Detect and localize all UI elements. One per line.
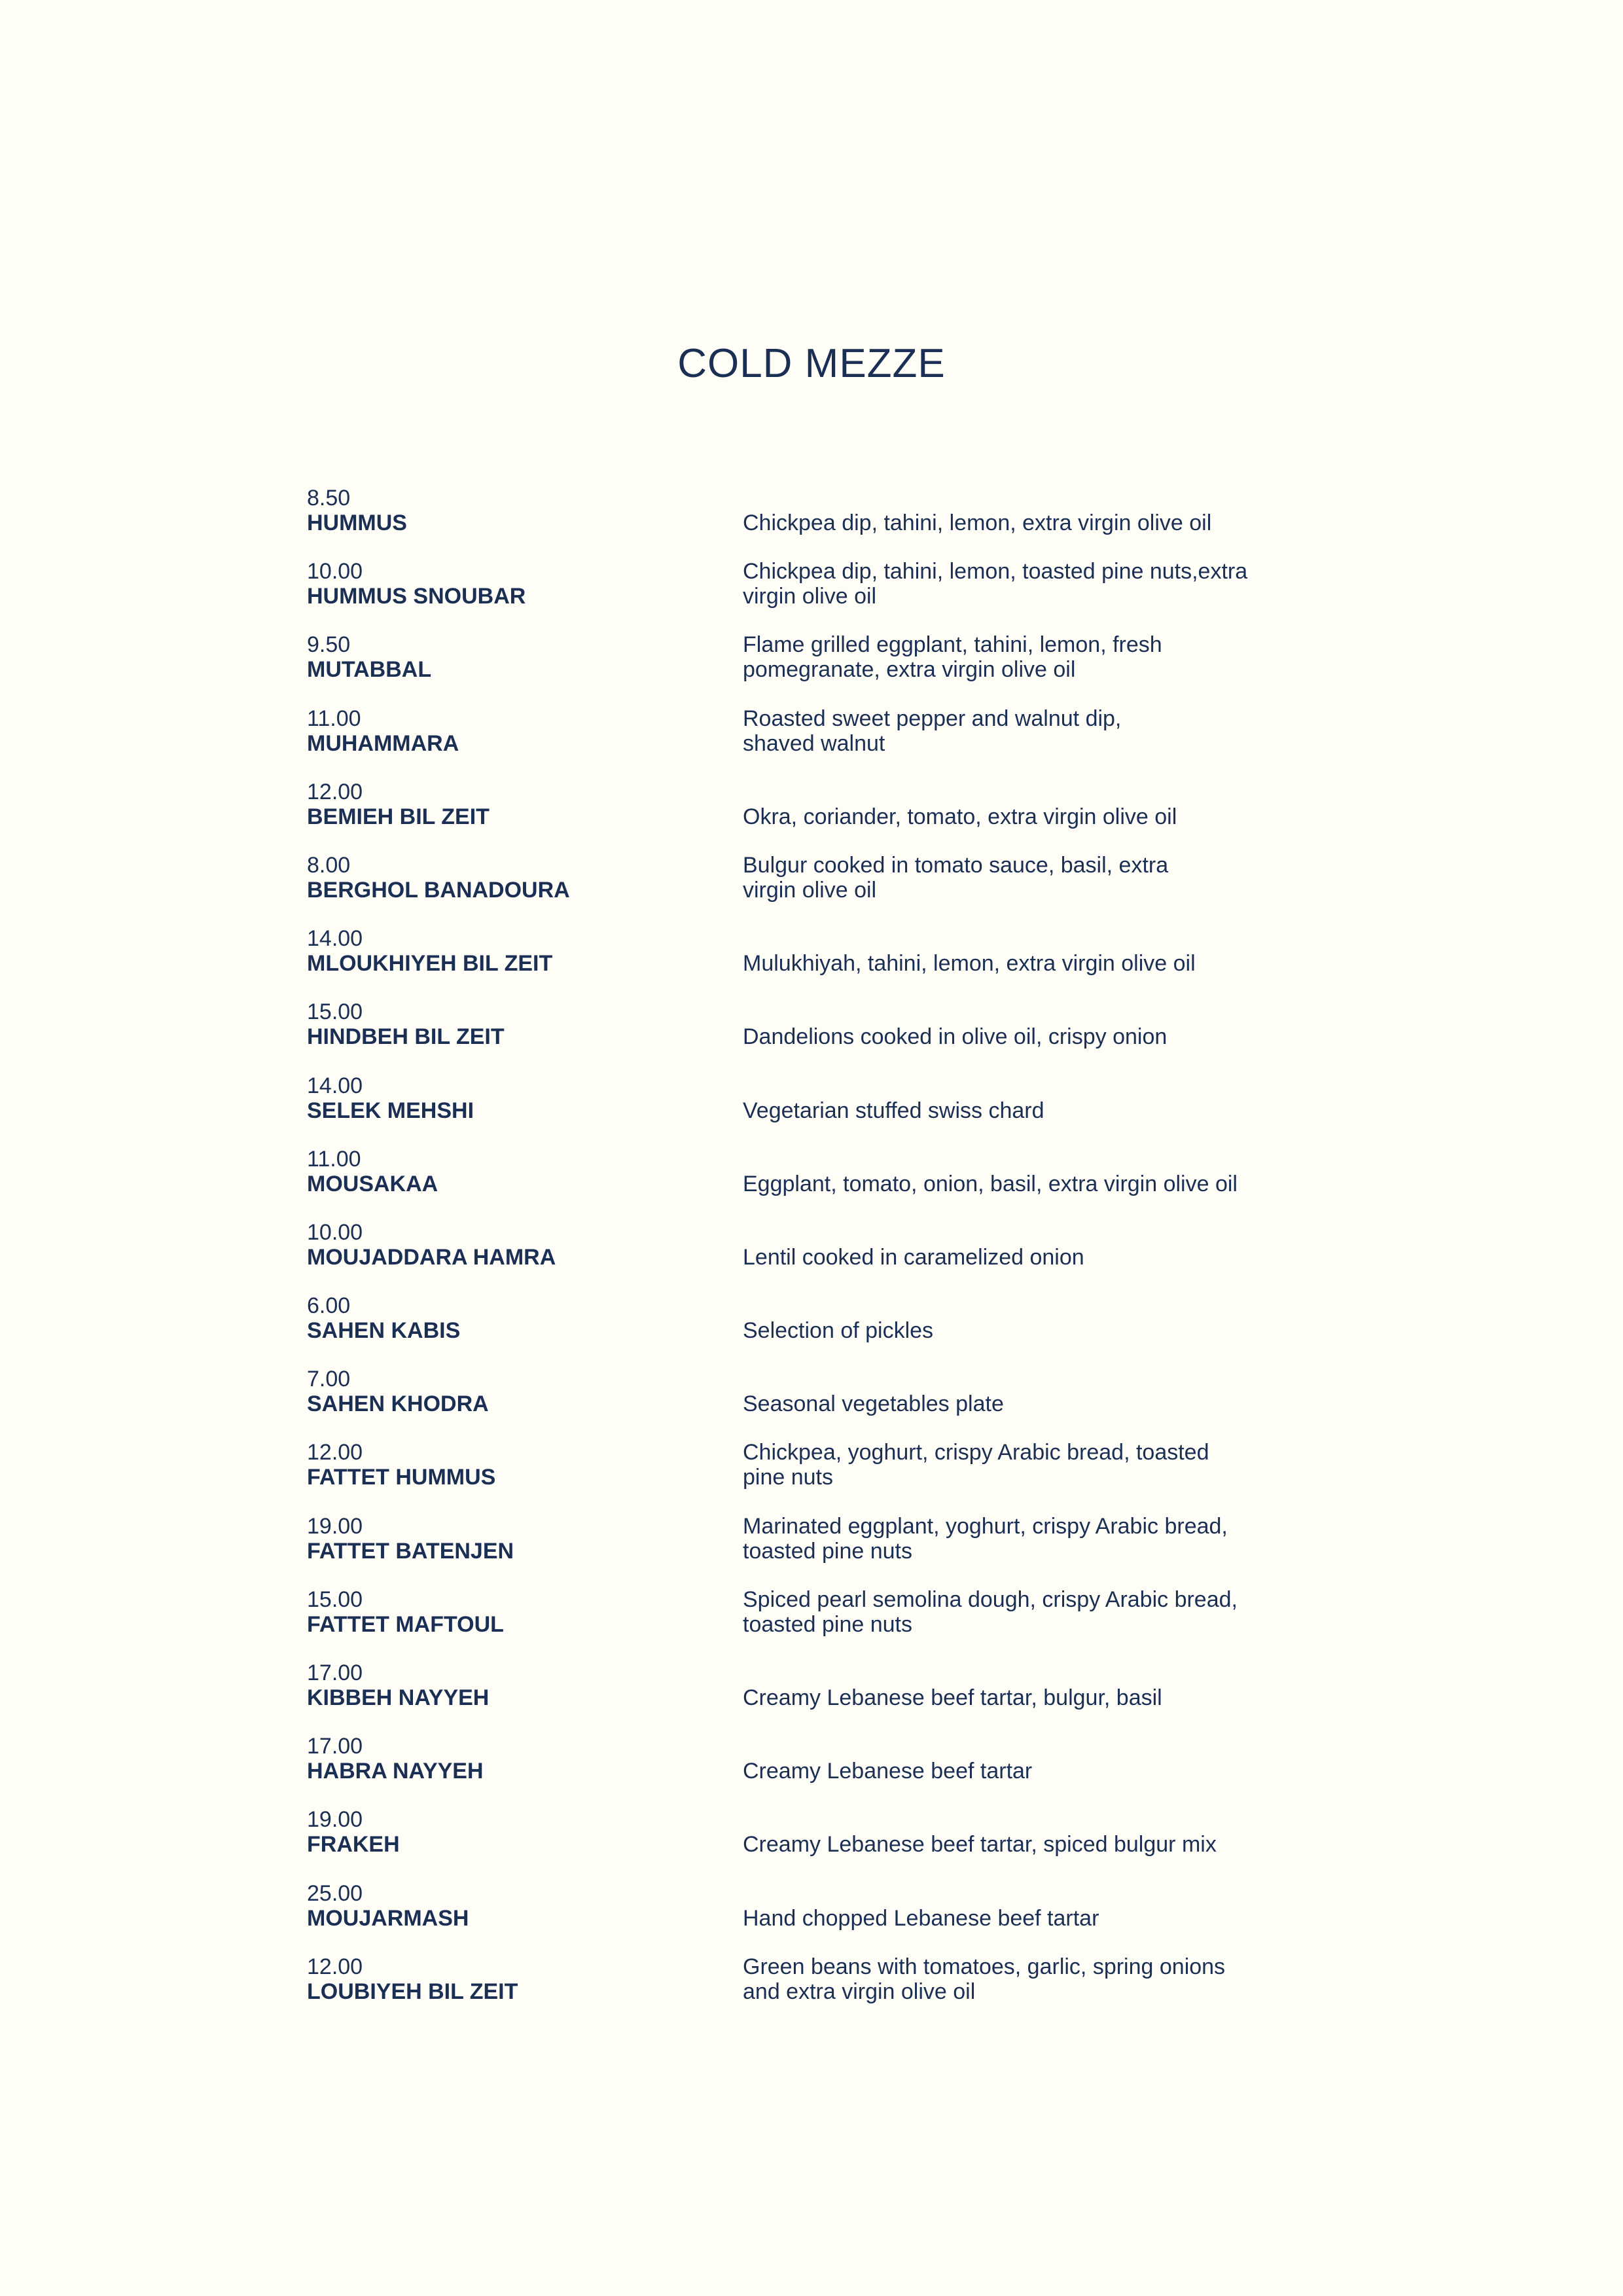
menu-item-name: MUHAMMARA <box>307 730 459 756</box>
menu-item <box>307 1147 1328 1220</box>
menu-item-description: Flame grilled eggplant, tahini, lemon, fresh pomegranate, extra virgin olive oil <box>743 632 1162 683</box>
menu-item-name: FATTET HUMMUS <box>307 1465 496 1490</box>
menu-item <box>307 999 1328 1073</box>
menu-item <box>307 1440 1328 1513</box>
menu-item <box>307 632 1328 706</box>
menu-item-description: Eggplant, tomato, onion, basil, extra virgin olive oil <box>743 1171 1238 1196</box>
menu-item-description: Dandelions cooked in olive oil, crispy onion <box>743 1024 1168 1050</box>
menu-section-title: COLD MEZZE <box>677 341 946 386</box>
menu-item-description: Lentil cooked in caramelized onion <box>743 1244 1084 1270</box>
menu-item-price: 11.00 <box>307 706 361 731</box>
menu-item-price: 7.00 <box>307 1367 351 1392</box>
menu-item-description: Creamy Lebanese beef tartar, bulgur, basil <box>743 1685 1162 1710</box>
menu-item <box>307 1587 1328 1660</box>
menu-item-description: Roasted sweet pepper and walnut dip, shaved walnut <box>743 706 1122 756</box>
menu-item-name: FRAKEH <box>307 1832 400 1857</box>
menu-item <box>307 1220 1328 1293</box>
menu-item-price: 19.00 <box>307 1513 363 1539</box>
menu-item <box>307 559 1328 632</box>
menu-item-price: 14.00 <box>307 1073 363 1098</box>
menu-item-name: SAHEN KHODRA <box>307 1391 489 1417</box>
menu-item-name: SAHEN KABIS <box>307 1318 461 1344</box>
menu-item-name: HUMMUS <box>307 511 407 535</box>
menu-item-price: 10.00 <box>307 1219 363 1245</box>
menu-item-description: Creamy Lebanese beef tartar, spiced bulgur mix <box>743 1832 1217 1857</box>
menu-item <box>307 1367 1328 1440</box>
menu-item-name: MOUJADDARA HAMRA <box>307 1244 556 1270</box>
menu-item-name: MUTABBAL <box>307 657 432 683</box>
menu-item-name: MOUJARMASH <box>307 1905 469 1931</box>
menu-item-description: Okra, coriander, tomato, extra virgin olive oil <box>743 804 1177 829</box>
menu-item-price: 6.00 <box>307 1293 351 1319</box>
menu-item-name: HUMMUS SNOUBAR <box>307 584 526 609</box>
menu-item-price: 14.00 <box>307 926 363 952</box>
menu-item-price: 8.00 <box>307 852 351 878</box>
menu-item-name: BEMIEH BIL ZEIT <box>307 804 490 829</box>
menu-item-price: 15.00 <box>307 999 363 1025</box>
menu-item-name: BERGHOL BANADOURA <box>307 877 570 903</box>
menu-item-name: MOUSAKAA <box>307 1171 438 1196</box>
menu-item-name: SELEK MEHSHI <box>307 1098 474 1123</box>
menu-item-price: 15.00 <box>307 1587 363 1612</box>
menu-item-price: 17.00 <box>307 1660 363 1685</box>
menu-item <box>307 1660 1328 1734</box>
menu-item <box>307 1807 1328 1880</box>
menu-item-description: Vegetarian stuffed swiss chard <box>743 1098 1044 1123</box>
menu-item-price: 11.00 <box>307 1146 361 1172</box>
menu-item-name: KIBBEH NAYYEH <box>307 1685 490 1710</box>
menu-item-description: Green beans with tomatoes, garlic, spring onions and extra virgin olive oil <box>743 1954 1226 2004</box>
menu-item <box>307 853 1328 926</box>
menu-item <box>307 780 1328 853</box>
menu-item <box>307 1734 1328 1807</box>
menu-item-name: FATTET BATENJEN <box>307 1538 514 1564</box>
menu-item-name: HINDBEH BIL ZEIT <box>307 1024 505 1050</box>
menu-item-description: Chickpea dip, tahini, lemon, toasted pine nuts,extra virgin olive oil <box>743 559 1248 609</box>
menu-item <box>307 706 1328 780</box>
menu-item <box>307 1293 1328 1367</box>
menu-item-price: 8.50 <box>307 486 351 511</box>
menu-item-price: 12.00 <box>307 1954 363 1979</box>
menu-item-description: Selection of pickles <box>743 1318 934 1344</box>
menu-item-name: FATTET MAFTOUL <box>307 1611 504 1637</box>
menu-item <box>307 1881 1328 1954</box>
menu-item-price: 17.00 <box>307 1734 363 1759</box>
menu-item-description: Spiced pearl semolina dough, crispy Arabic bread, toasted pine nuts <box>743 1587 1238 1637</box>
menu-item-name: LOUBIYEH BIL ZEIT <box>307 1979 518 2004</box>
menu-item-price: 12.00 <box>307 1440 363 1465</box>
menu-item <box>307 486 1328 559</box>
menu-item <box>307 1073 1328 1147</box>
menu-item-name: HABRA NAYYEH <box>307 1759 484 1784</box>
menu-item-price: 10.00 <box>307 559 363 584</box>
menu-item-description: Marinated eggplant, yoghurt, crispy Arabic bread, toasted pine nuts <box>743 1513 1228 1564</box>
menu-item-description: Chickpea, yoghurt, crispy Arabic bread, toasted pine nuts <box>743 1440 1209 1490</box>
menu-item-description: Chickpea dip, tahini, lemon, extra virgin olive oil <box>743 511 1212 535</box>
menu-item <box>307 926 1328 999</box>
menu-item-price: 9.50 <box>307 632 351 658</box>
menu-item-list <box>307 486 1328 2028</box>
menu-item-name: MLOUKHIYEH BIL ZEIT <box>307 951 553 977</box>
menu-item-price: 19.00 <box>307 1807 363 1833</box>
menu-item <box>307 1514 1328 1587</box>
menu-item-description: Creamy Lebanese beef tartar <box>743 1759 1033 1784</box>
menu-item-price: 25.00 <box>307 1880 363 1906</box>
menu-item-price: 12.00 <box>307 779 363 804</box>
menu-item-description: Mulukhiyah, tahini, lemon, extra virgin olive oil <box>743 951 1196 977</box>
menu-item-description: Hand chopped Lebanese beef tartar <box>743 1905 1099 1931</box>
menu-item-description: Bulgur cooked in tomato sauce, basil, extra virgin olive oil <box>743 852 1169 903</box>
menu-item <box>307 1954 1328 2028</box>
menu-item-description: Seasonal vegetables plate <box>743 1391 1004 1417</box>
